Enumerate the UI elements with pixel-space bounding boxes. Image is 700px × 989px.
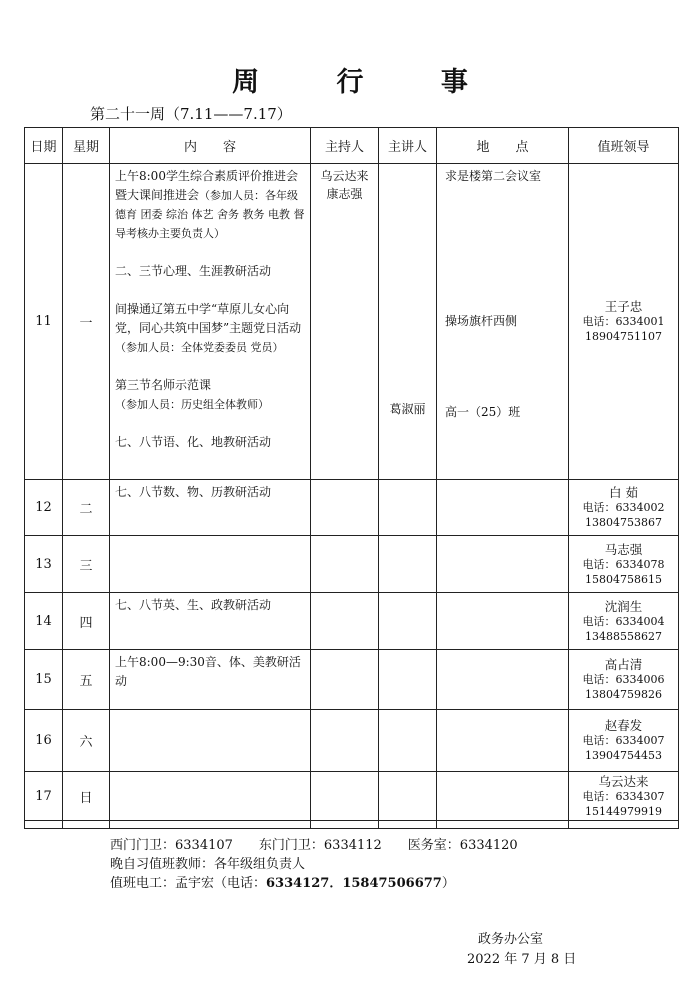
cell-date: 16 bbox=[25, 710, 63, 772]
cell-date: 14 bbox=[25, 593, 63, 650]
cell-leader bbox=[569, 772, 679, 821]
cell-date: 17 bbox=[25, 772, 63, 821]
leader-name: 赵春发 bbox=[604, 718, 643, 733]
footer-electrician: 值班电工：孟宇宏（电话：6334127．15847506677） bbox=[110, 876, 455, 891]
cell-host bbox=[311, 536, 379, 593]
agenda-item: 第三节名师示范课 bbox=[115, 378, 212, 392]
cell-leader bbox=[569, 650, 679, 710]
header-host: 主持人 bbox=[311, 128, 379, 164]
header-location: 地 点 bbox=[437, 128, 569, 164]
leader-phone: 电话：6334002 bbox=[582, 501, 665, 514]
agenda-item: 二、三节心理、生涯教研活动 bbox=[115, 264, 272, 278]
cell-content bbox=[110, 710, 311, 772]
cell-weekday: 日 bbox=[63, 772, 110, 821]
cell-host bbox=[311, 650, 379, 710]
header-date: 日期 bbox=[25, 128, 63, 164]
cell-weekday: 二 bbox=[63, 480, 110, 536]
header-speaker: 主讲人 bbox=[379, 128, 437, 164]
agenda-item: 七、八节语、化、地教研活动 bbox=[115, 435, 272, 449]
electrician-phones: 6334127．15847506677 bbox=[266, 876, 442, 891]
location-1: 求是楼第二会议室 bbox=[445, 169, 542, 183]
leader-mobile: 18904751107 bbox=[585, 330, 662, 343]
leader-mobile: 13488558627 bbox=[585, 629, 662, 643]
cell-date: 12 bbox=[25, 480, 63, 536]
table-row bbox=[25, 536, 679, 593]
header-weekday: 星期 bbox=[63, 128, 110, 164]
page-title: 周 行 事 bbox=[232, 67, 502, 98]
cell-location bbox=[437, 593, 569, 650]
leader-name: 王子忠 bbox=[604, 299, 643, 314]
agenda-item: 间操通辽第五中学“草原儿女心向党，同心共筑中国梦”主题党日活动 bbox=[115, 302, 302, 335]
cell-content: 七、八节数、物、历教研活动 bbox=[110, 480, 311, 536]
speaker-name: 葛淑丽 bbox=[389, 402, 426, 416]
cell-location bbox=[437, 536, 569, 593]
cell-location bbox=[437, 710, 569, 772]
cell-weekday: 五 bbox=[63, 650, 110, 710]
leader-mobile: 15144979919 bbox=[585, 804, 662, 818]
table-spacer-row bbox=[25, 821, 679, 829]
cell-speaker bbox=[379, 710, 437, 772]
table-header-row bbox=[25, 128, 679, 164]
cell-speaker bbox=[379, 650, 437, 710]
agenda-note: （参加人员：全体党委委员 党员） bbox=[115, 341, 284, 354]
cell-content: 七、八节英、生、政教研活动 bbox=[110, 593, 311, 650]
cell-weekday: 四 bbox=[63, 593, 110, 650]
location-3: 高一（25）班 bbox=[445, 405, 521, 419]
leader-phone: 电话：6334006 bbox=[582, 673, 665, 686]
cell-weekday: 三 bbox=[63, 536, 110, 593]
leader-mobile: 13804753867 bbox=[585, 516, 662, 529]
table-row bbox=[25, 772, 679, 821]
leader-name: 马志强 bbox=[604, 541, 643, 557]
cell-host bbox=[311, 480, 379, 536]
leader-phone: 电话：6334307 bbox=[582, 789, 665, 803]
footer-evening-duty: 晚自习值班教师：各年级组负责人 bbox=[110, 857, 306, 872]
cell-location bbox=[437, 772, 569, 821]
leader-phone: 电话：6334007 bbox=[582, 734, 665, 747]
cell-leader bbox=[569, 710, 679, 772]
table-row bbox=[25, 593, 679, 650]
cell-weekday: 六 bbox=[63, 710, 110, 772]
cell-host bbox=[311, 772, 379, 821]
cell-speaker bbox=[379, 593, 437, 650]
leader-phone: 电话：6334001 bbox=[582, 315, 665, 328]
header-content: 内 容 bbox=[110, 128, 311, 164]
header-leader: 值班领导 bbox=[569, 128, 679, 164]
agenda-note: （参加人员：历史组全体教师） bbox=[115, 398, 269, 411]
cell-weekday: 一 bbox=[63, 164, 110, 480]
cell-host: 乌云达来 康志强 bbox=[311, 164, 379, 480]
leader-mobile: 13804759826 bbox=[585, 688, 662, 701]
cell-date: 15 bbox=[25, 650, 63, 710]
cell-content bbox=[110, 772, 311, 821]
cell-host bbox=[311, 710, 379, 772]
cell-speaker bbox=[379, 164, 437, 480]
cell-speaker bbox=[379, 480, 437, 536]
cell-location bbox=[437, 650, 569, 710]
table-row bbox=[25, 650, 679, 710]
signoff-date: 2022 年 7 月 8 日 bbox=[467, 952, 577, 967]
cell-location bbox=[437, 164, 569, 480]
leader-phone: 电话：6334078 bbox=[582, 557, 665, 571]
cell-date: 13 bbox=[25, 536, 63, 593]
leader-phone: 电话：6334004 bbox=[582, 614, 665, 628]
electrician-label: 值班电工：孟宇宏（电话： bbox=[110, 876, 267, 891]
table-row bbox=[25, 164, 679, 480]
cell-leader bbox=[569, 164, 679, 480]
schedule-table bbox=[24, 127, 679, 829]
cell-content bbox=[110, 164, 311, 480]
footer-gate-phones: 西门门卫：6334107 东门门卫：6334112 医务室：6334120 bbox=[110, 838, 518, 853]
cell-host bbox=[311, 593, 379, 650]
table-row bbox=[25, 710, 679, 772]
leader-name: 乌云达来 bbox=[598, 773, 649, 789]
leader-name: 高占清 bbox=[604, 657, 643, 672]
table-row bbox=[25, 480, 679, 536]
leader-mobile: 15804758615 bbox=[585, 572, 662, 586]
cell-date: 11 bbox=[25, 164, 63, 480]
cell-speaker bbox=[379, 772, 437, 821]
cell-leader bbox=[569, 480, 679, 536]
cell-content bbox=[110, 536, 311, 593]
agenda-item: 上午8:00学生综合素质评价推进会暨大课间推进会（参加人员：各年级 德育 团委 综治 体艺 舍务 教务 电教 督导考核办主要负责人） bbox=[115, 169, 305, 240]
cell-location bbox=[437, 480, 569, 536]
cell-leader bbox=[569, 593, 679, 650]
week-subtitle: 第二十一周（7.11——7.17） bbox=[90, 105, 292, 123]
leader-mobile: 13904754453 bbox=[585, 749, 662, 762]
cell-speaker bbox=[379, 536, 437, 593]
leader-name: 白 茹 bbox=[609, 485, 638, 500]
cell-content: 上午8:00—9:30音、体、美教研活动 bbox=[110, 650, 311, 710]
cell-leader bbox=[569, 536, 679, 593]
leader-name: 沈润生 bbox=[604, 598, 643, 614]
location-2: 操场旗杆西侧 bbox=[445, 314, 518, 328]
signoff-office: 政务办公室 bbox=[478, 932, 544, 947]
